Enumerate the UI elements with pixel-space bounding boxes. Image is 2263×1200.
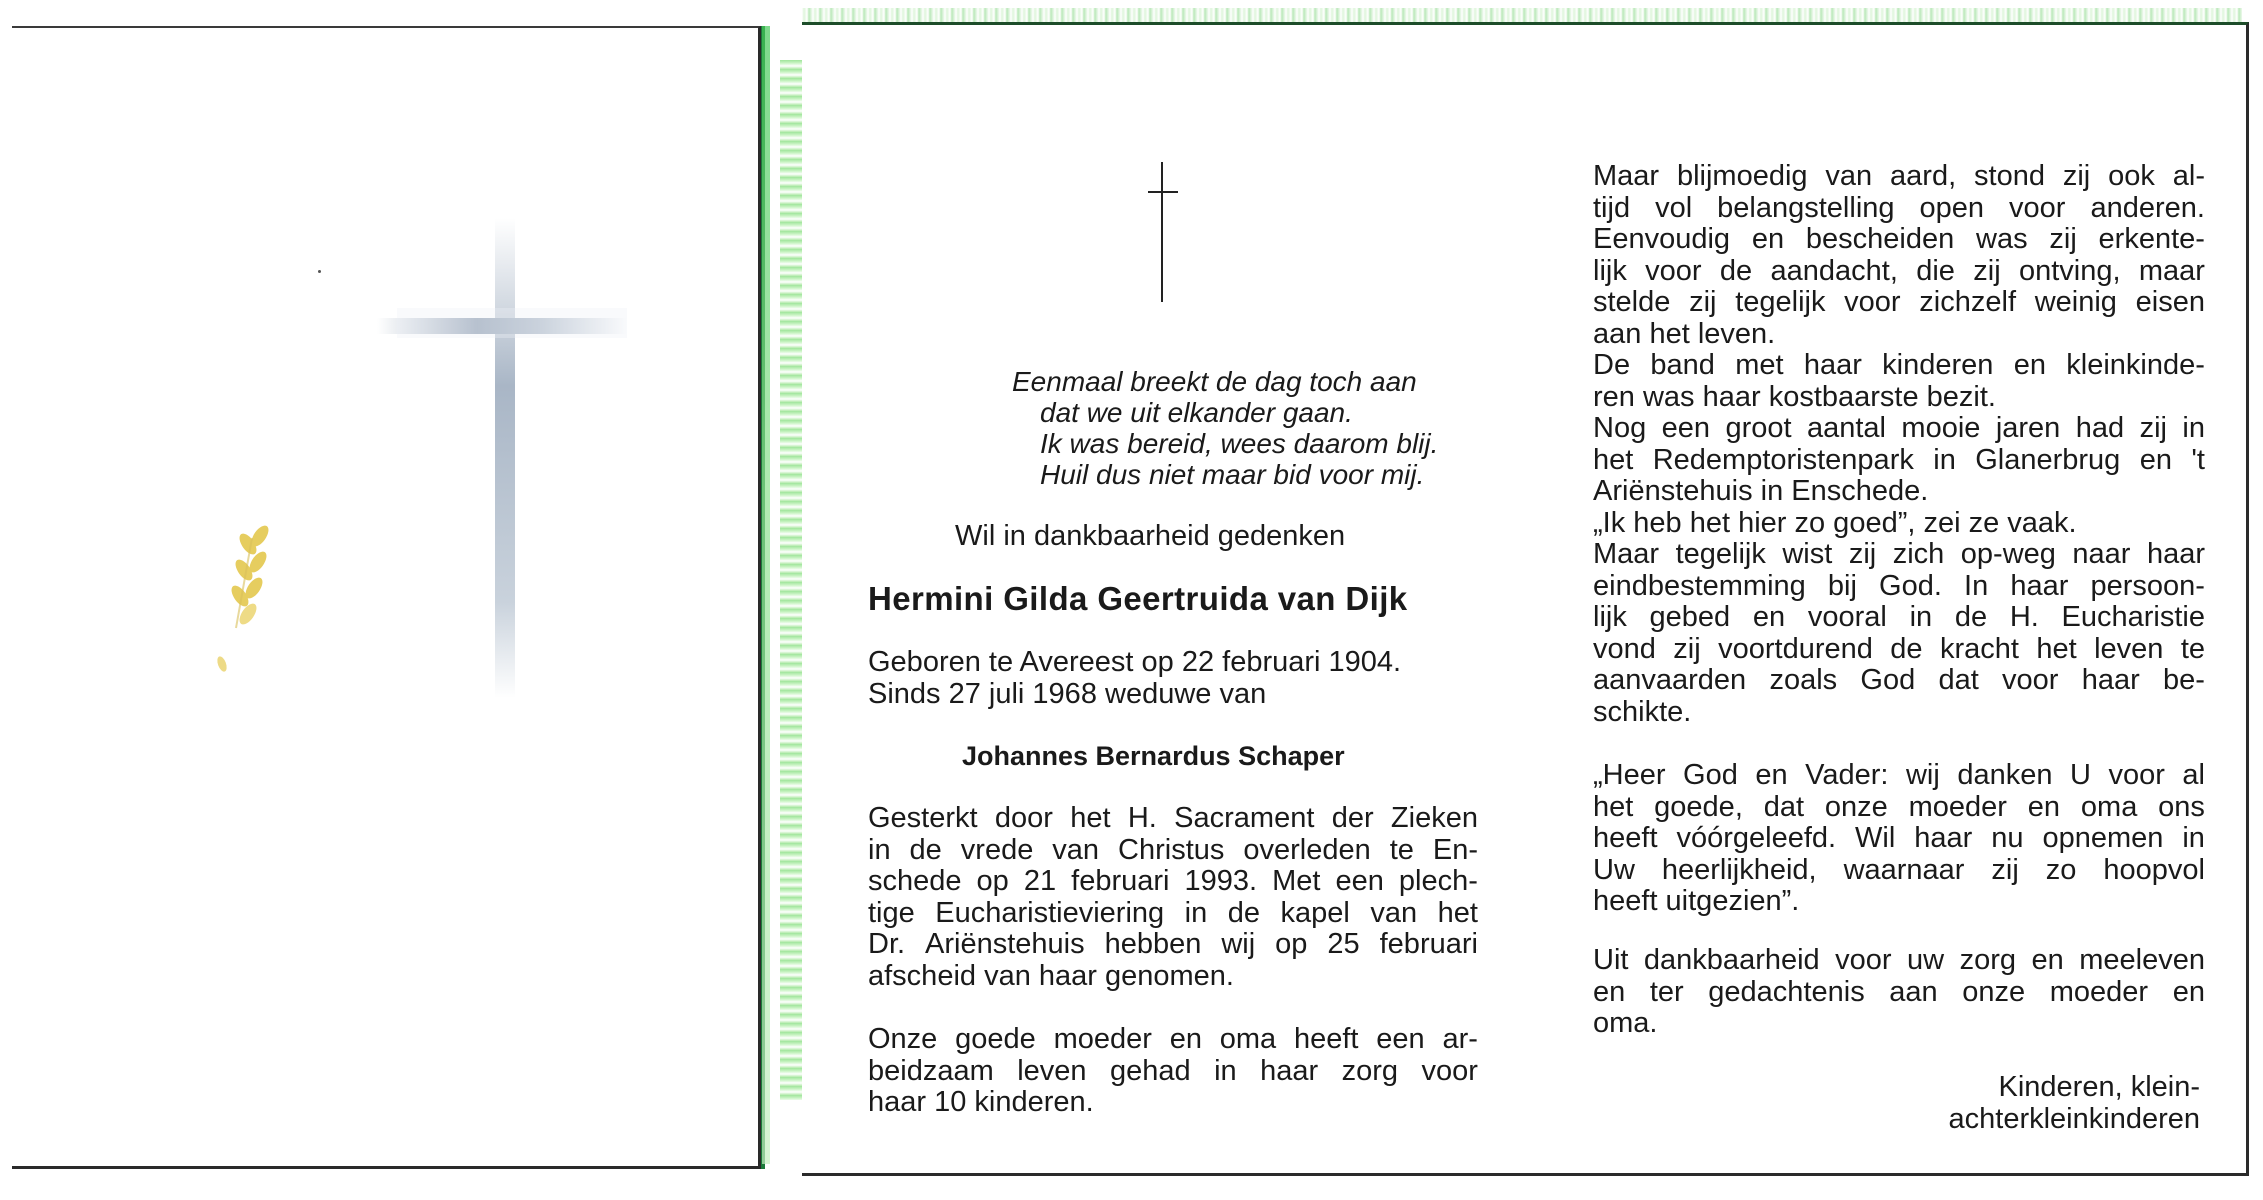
birth-line: Geboren te Avereest op 22 februari 1904. xyxy=(868,646,1402,678)
text-line: Onze goede moeder en oma heeft een ar- xyxy=(868,1023,1478,1055)
text-line: het goede, dat onze moeder en oma ons xyxy=(1593,790,2205,823)
birth-info xyxy=(868,646,1401,710)
prayer-paragraph xyxy=(1593,760,2205,918)
signature-line: Kinderen, klein- xyxy=(1998,1071,2200,1103)
text-line: lijk voor de aandacht, die zij ontving, maar xyxy=(1593,254,2205,287)
text-line: stelde zij tegelijk voor zichzelf weinig eisen xyxy=(1593,286,2205,318)
cross-icon xyxy=(1148,162,1188,302)
character-paragraph xyxy=(1593,161,2205,728)
text-line: Maar tegelijk wist zij zich op-weg naar haar xyxy=(1593,538,2205,570)
text-line: heeft uitgezien”. xyxy=(1593,885,1800,917)
deceased-name: Hermini Gilda Geertruida van Dijk xyxy=(868,580,1408,617)
text-line: afscheid van haar genomen. xyxy=(868,959,1234,992)
text-line: Eenvoudig en bescheiden was zij erkente- xyxy=(1593,223,2205,255)
text-line: en ter gedachtenis aan onze moeder en xyxy=(1593,975,2205,1008)
text-line: vond zij voortdurend de kracht het leven te xyxy=(1593,632,2205,665)
text-line: aanvaarden zoals God dat voor haar be- xyxy=(1593,664,2205,696)
poem-line: Eenmaal breekt de dag toch aan xyxy=(1012,366,1417,397)
poem-line: dat we uit elkander gaan. xyxy=(1040,397,1353,428)
text-line: Dr. Ariënstehuis hebben wij op 25 februari xyxy=(868,928,1478,960)
text-line: schikte. xyxy=(1593,695,1692,728)
text-line: schede op 21 februari 1993. Met een plech- xyxy=(868,865,1478,897)
signature-line: achterkleinkinderen xyxy=(1948,1102,2200,1135)
text-line: eindbestemming bij God. In haar persoon- xyxy=(1593,569,2205,602)
intro-text: Wil in dankbaarheid gedenken xyxy=(955,520,1346,552)
text-line: tijd vol belangstelling open voor anderen. xyxy=(1593,191,2205,224)
thanks-paragraph xyxy=(1593,945,2205,1040)
card-edge xyxy=(762,26,770,1164)
memorial-poem xyxy=(1012,366,1438,490)
poem-line: Ik was bereid, wees daarom blij. xyxy=(1040,428,1439,459)
wheat-icon xyxy=(212,518,292,678)
card-edge xyxy=(780,60,804,1100)
text-line: Uit dankbaarheid voor uw zorg en meeleven xyxy=(1593,944,2205,976)
text-line: „Heer God en Vader: wij danken U voor al xyxy=(1593,759,2205,791)
scan-edge xyxy=(802,8,2242,22)
text-line: haar 10 kinderen. xyxy=(868,1086,1094,1118)
silver-cross-icon xyxy=(377,218,657,698)
text-line: aan het leven. xyxy=(1593,317,1776,350)
text-line: Maar blijmoedig van aard, stond zij ook al- xyxy=(1593,160,2205,192)
text-line: het Redemptoristenpark in Glanerbrug en 't xyxy=(1593,443,2205,476)
text-line: lijk gebed en vooral in de H. Eucharistie xyxy=(1593,601,2205,633)
card-front xyxy=(12,26,761,1169)
husband-name: Johannes Bernardus Schaper xyxy=(962,741,1345,771)
text-line: Nog een groot aantal mooie jaren had zij in xyxy=(1593,412,2205,444)
text-line: Ariënstehuis in Enschede. xyxy=(1593,475,1929,507)
poem-line: Huil dus niet maar bid voor mij. xyxy=(1040,459,1425,490)
paper-speck xyxy=(318,270,321,273)
text-line: Gesterkt door het H. Sacrament der Zieken xyxy=(868,802,1478,834)
text-line: heeft vóórgeleefd. Wil haar nu opnemen in xyxy=(1593,822,2205,854)
widow-line: Sinds 27 juli 1968 weduwe van xyxy=(868,678,1267,710)
text-line: beidzaam leven gehad in haar zorg voor xyxy=(868,1054,1478,1087)
text-line: in de vrede van Christus overleden te En- xyxy=(868,833,1478,866)
text-line: Uw heerlijkheid, waarnaar zij zo hoopvol xyxy=(1593,853,2205,886)
text-line: De band met haar kinderen en kleinkinde- xyxy=(1593,349,2205,381)
text-line: oma. xyxy=(1593,1007,1658,1039)
life-paragraph xyxy=(868,1024,1478,1119)
signature xyxy=(1688,1072,2200,1135)
text-line: „Ik heb het hier zo goed”, zei ze vaak. xyxy=(1593,506,2077,539)
text-line: ren was haar kostbaarste bezit. xyxy=(1593,380,1996,413)
text-line: tige Eucharistieviering in de kapel van het xyxy=(868,896,1478,929)
death-paragraph xyxy=(868,803,1478,992)
